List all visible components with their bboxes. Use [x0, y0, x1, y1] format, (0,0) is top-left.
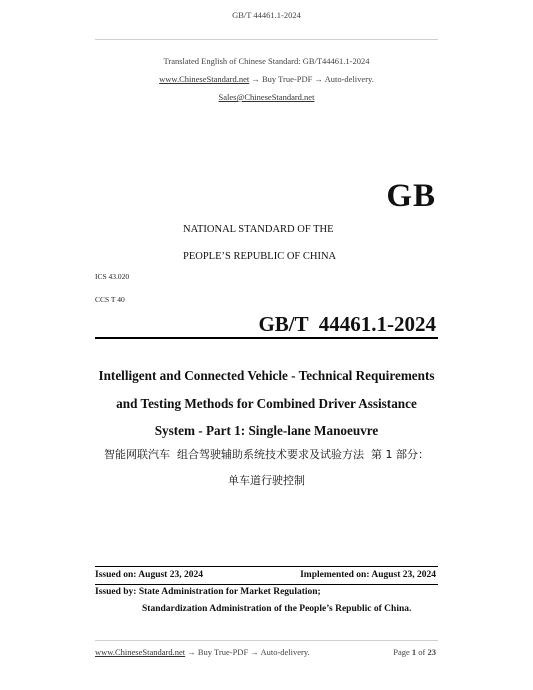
issued-by-line-2: Standardization Administration of the People’s Republic of China. — [142, 604, 412, 614]
header-divider — [95, 39, 438, 40]
gb-logo: GB — [386, 178, 436, 214]
footer-divider — [95, 640, 438, 641]
title-en-line-1: Intelligent and Connected Vehicle - Technical Requirements — [98, 368, 435, 383]
page-label: Page — [393, 647, 410, 657]
ccs-code: CCS T 40 — [95, 295, 125, 304]
page-total: 23 — [427, 647, 436, 657]
running-header: GB/T 44461.1-2024 — [232, 10, 301, 20]
issued-on: Issued on: August 23, 2024 — [95, 570, 203, 580]
national-standard-line-2: PEOPLE’S REPUBLIC OF CHINA — [183, 251, 337, 262]
implemented-on: Implemented on: August 23, 2024 — [300, 570, 436, 580]
footer-site-link[interactable]: www.ChineseStandard.net — [95, 647, 186, 657]
standard-number: GB/T 44461.1-2024 — [258, 312, 436, 336]
title-cn-line-1: 智能网联汽车 组合驾驶辅助系统技术要求及试验方法 第 1 部分： — [104, 448, 429, 461]
title-en-line-3: System - Part 1: Single-lane Manoeuvre — [154, 423, 379, 438]
national-standard-line-1: NATIONAL STANDARD OF THE — [183, 224, 334, 235]
page-of: of — [418, 647, 426, 657]
notice-line-3 — [0, 92, 533, 102]
dates-bottom-rule — [95, 584, 438, 585]
standard-number-rule — [95, 337, 438, 339]
notice-line-1: Translated English of Chinese Standard: GB/T44461.1-2024 — [163, 56, 370, 66]
title-en-line-2: and Testing Methods for Combined Driver Assistance — [116, 396, 417, 411]
site-link[interactable]: www.ChineseStandard.net — [159, 74, 250, 84]
notice-delivery-text: → Buy True-PDF → Auto-delivery. — [249, 74, 374, 84]
email-link[interactable]: Sales@ChineseStandard.net — [218, 92, 315, 102]
ics-code: ICS 43.020 — [95, 272, 130, 281]
dates-top-rule — [95, 566, 438, 567]
footer-left — [95, 647, 310, 657]
page-current: 1 — [411, 647, 417, 657]
notice-line-2 — [0, 74, 533, 84]
footer-delivery-text: → Buy True-PDF → Auto-delivery. — [185, 647, 310, 657]
title-cn-line-2: 单车道行驶控制 — [228, 474, 305, 487]
issued-by-line-1: Issued by: State Administration for Market Regulation; — [95, 587, 321, 597]
page-indicator — [393, 647, 436, 657]
